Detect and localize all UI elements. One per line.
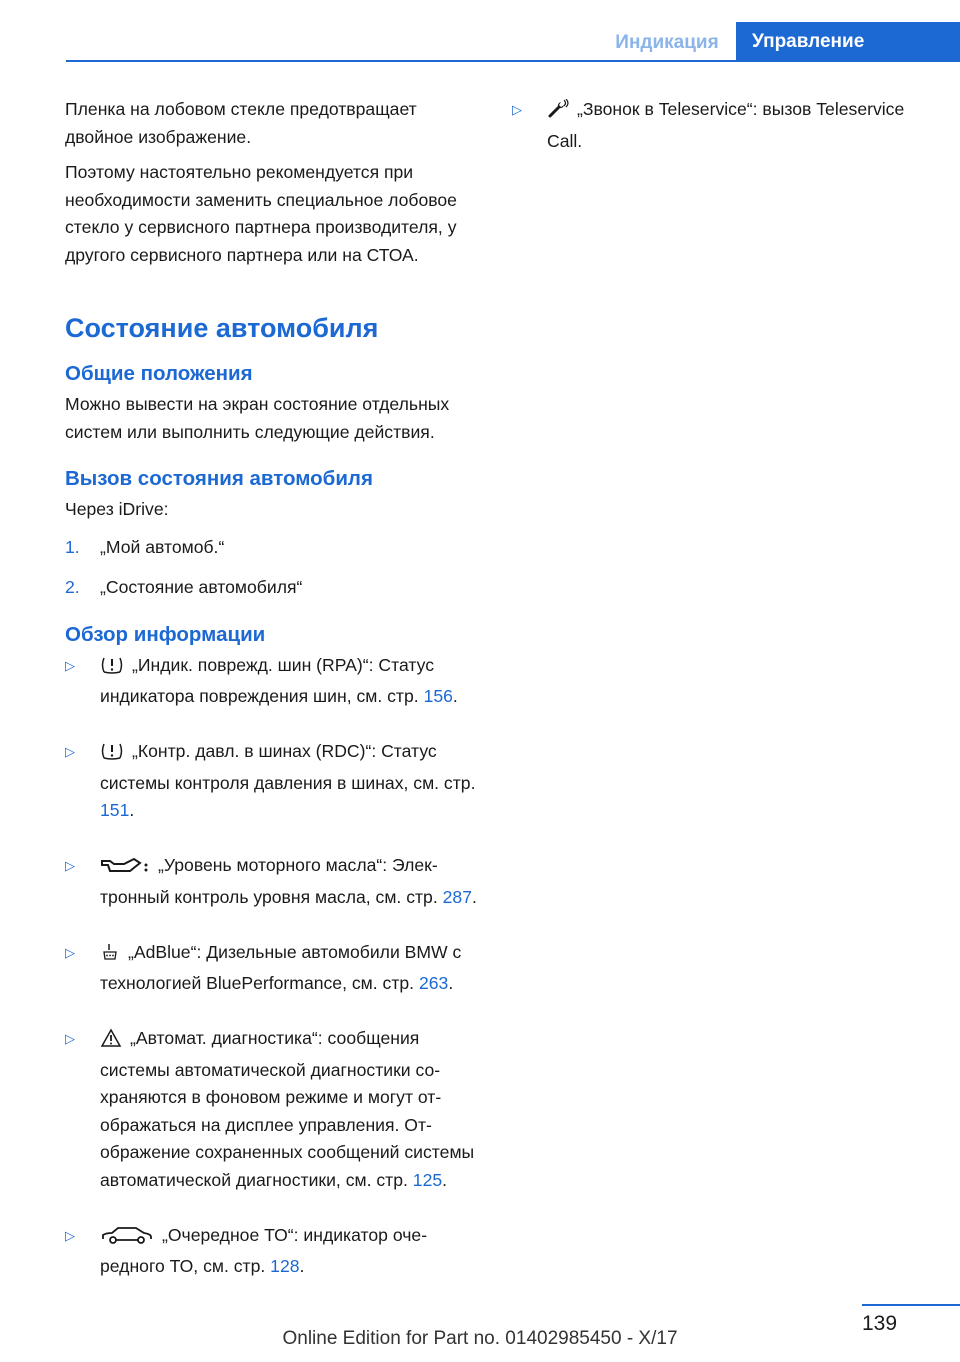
wrench-call-icon (547, 99, 569, 128)
item-text: „Индик. поврежд. шин (RPA)“: Статус индикатора повреждения шин, см. стр. (100, 654, 435, 706)
list-item: ▷ „Автомат. диагностика“: сообщения системы автоматической диагностики сохраняются в фоновом режиме и могут отображаться на дисплее управления. Отображение сохраненных сообщений системы автоматической диагностики, см. стр. 125. (65, 1025, 485, 1194)
oil-can-icon (100, 855, 150, 884)
steps-list (65, 534, 485, 602)
bullet-triangle-icon: ▷ (65, 657, 75, 673)
item-text: „AdBlue“: Дизельные автомобили BMW с технологией BluePerformance, см. стр. (100, 941, 462, 993)
right-column (512, 96, 932, 183)
bullet-triangle-icon: ▷ (512, 102, 522, 117)
step-text: „Состояние автомобиля“ (100, 577, 303, 597)
list-item (65, 574, 485, 602)
left-column (65, 96, 485, 1308)
header-rule (66, 60, 960, 62)
item-text: „Очередное ТО“: индикатор очередного ТО, см. стр. (100, 1224, 428, 1276)
page-link[interactable]: 128 (270, 1256, 300, 1276)
list-item: ▷ „Контр. давл. в шинах (RDC)“: Статус системы контроля давления в шинах, см. стр. 151. (65, 738, 485, 825)
list-item: ▷ „Очередное ТО“: индикатор очередного ТО, см. стр. 128. (65, 1222, 485, 1281)
footer-edition: Online Edition for Part no. 01402985450 - X/17 (282, 1328, 678, 1349)
item-text: „Звонок в Teleservice“: вызов Teleservice Call. (547, 99, 905, 151)
bullet-triangle-icon: ▷ (65, 1227, 75, 1243)
list-item (512, 96, 932, 155)
step-number: 1. (65, 536, 80, 557)
item-text: „Автомат. диагностика“: сообщения системы автоматической диагностики сохраняются в фоновом режиме и могут отображаться на дисплее управления. Отображение сохраненных сообщений системы автоматической диагностики, см. стр. (100, 1028, 475, 1190)
tire-warning-icon (100, 655, 124, 684)
paragraph-film: Пленка на лобовом стекле предотвращает двойное изображение. (65, 99, 417, 147)
heading-call-status: Вызов состояния автомобиля (65, 467, 373, 490)
step-number: 2. (65, 577, 80, 597)
step-text: „Мой автомоб.“ (100, 536, 225, 557)
list-item: ▷ „Индик. поврежд. шин (RPA)“: Статус индикатора повреждения шин, см. стр. 156. (65, 652, 485, 711)
header-tab-controls[interactable]: Управление (736, 22, 960, 60)
bullet-triangle-icon: ▷ (65, 944, 75, 960)
page-link[interactable]: 263 (418, 973, 449, 993)
item-text: „Контр. давл. в шинах (RDC)“: Статус системы контроля давления в шинах, см. стр. (100, 741, 476, 793)
tire-pressure-icon (100, 741, 124, 770)
overview-list (65, 652, 485, 1281)
header-tab-display[interactable]: Индикация (615, 32, 719, 53)
footer-rule (862, 1304, 960, 1306)
item-text: „Уровень моторного масла“: Электронный контроль уровня масла, см. стр. (100, 855, 443, 907)
heading-overview: Обзор информации (65, 622, 266, 646)
heading-general: Общие положения (65, 362, 253, 385)
car-service-icon (100, 1225, 154, 1254)
page-number: 139 (862, 1312, 898, 1335)
list-item: ▷ „Уровень моторного масла“: Электронный контроль уровня масла, см. стр. 287. (65, 852, 485, 911)
paragraph-via-idrive: Через iDrive: (65, 499, 169, 519)
heading-vehicle-status: Состояние автомобиля (65, 313, 379, 343)
page-link[interactable]: 156 (423, 686, 453, 706)
bullet-triangle-icon: ▷ (65, 744, 75, 759)
paragraph-general: Можно вывести на экран состояние отдельных систем или выполнить следующие действия. (65, 394, 450, 442)
adblue-icon (100, 942, 120, 971)
paragraph-replace-windshield: Поэтому настоятельно рекомендуется при необходимости заменить специальное лобовое стекло у сервисного партнера производителя, у другого сервисного партнера или на СТОА. (65, 162, 457, 265)
page-link[interactable]: 287 (442, 886, 472, 907)
page-link[interactable]: 151 (100, 800, 130, 820)
warning-triangle-icon (100, 1028, 122, 1057)
list-item: ▷ „AdBlue“: Дизельные автомобили BMW с технологией BluePerformance, см. стр. 263. (65, 939, 485, 998)
list-item (65, 534, 485, 562)
page-link[interactable]: 125 (412, 1169, 443, 1190)
bullet-triangle-icon: ▷ (65, 858, 75, 873)
bullet-triangle-icon: ▷ (65, 1031, 75, 1046)
